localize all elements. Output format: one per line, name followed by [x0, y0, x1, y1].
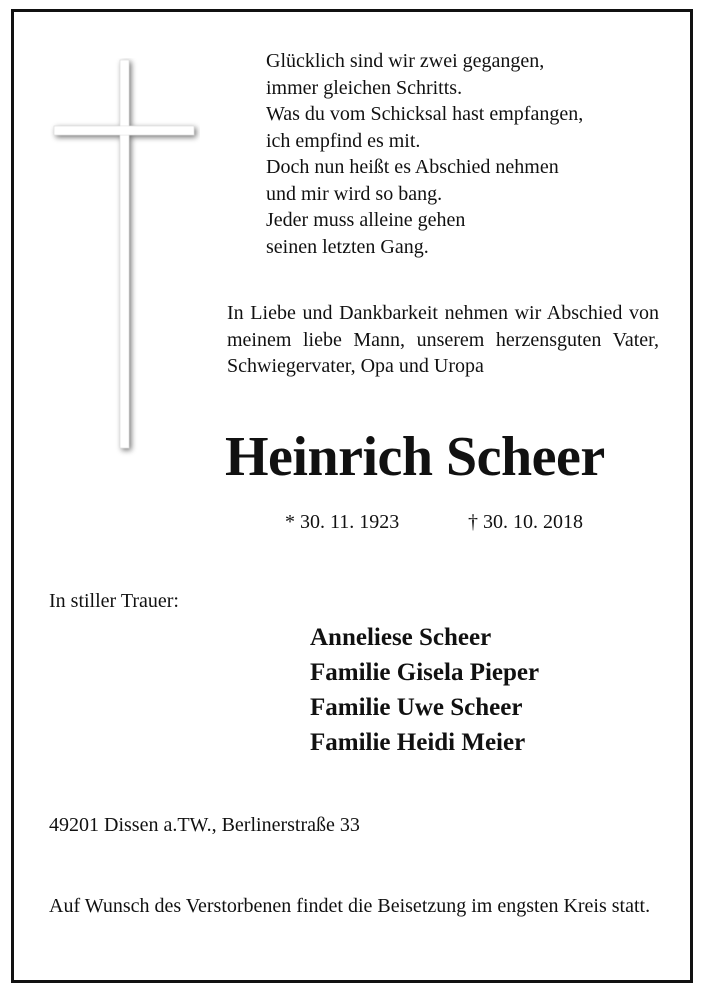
mourning-label: In stiller Trauer: [49, 590, 179, 612]
mourner-name: Familie Heidi Meier [310, 729, 526, 756]
poem-line: Doch nun heißt es Abschied nehmen [266, 156, 559, 178]
poem-line: Glücklich sind wir zwei gegangen, [266, 50, 545, 72]
poem-line: Jeder muss alleine gehen [266, 209, 466, 231]
deceased-name: Heinrich Scheer [225, 426, 605, 488]
mourner-name: Familie Gisela Pieper [310, 659, 540, 686]
poem-line: seinen letzten Gang. [266, 235, 429, 258]
poem-line: immer gleichen Schritts. [266, 76, 463, 99]
mourner-name: Anneliese Scheer [310, 624, 492, 651]
poem [266, 48, 583, 260]
poem-line: ich empfind es mit. [266, 129, 421, 152]
address: 49201 Dissen a.TW., Berlinerstraße 33 [49, 814, 360, 836]
mourner-name: Familie Uwe Scheer [310, 694, 523, 721]
death-date: † 30. 10. 2018 [468, 511, 583, 533]
cross-icon [50, 58, 200, 458]
mourners-list [310, 620, 539, 760]
poem-line: und mir wird so bang. [266, 182, 443, 205]
birth-date: * 30. 11. 1923 [285, 511, 400, 533]
intro-paragraph: In Liebe und Dankbarkeit nehmen wir Abschied von meinem liebe Mann, unserem herzensguten Vater, Schwiegervater, Opa und Uropa [227, 302, 659, 377]
poem-line: Was du vom Schicksal hast empfangen, [266, 103, 584, 125]
closing-paragraph: Auf Wunsch des Verstorbenen findet die Beisetzung im engsten Kreis statt. [49, 895, 651, 917]
